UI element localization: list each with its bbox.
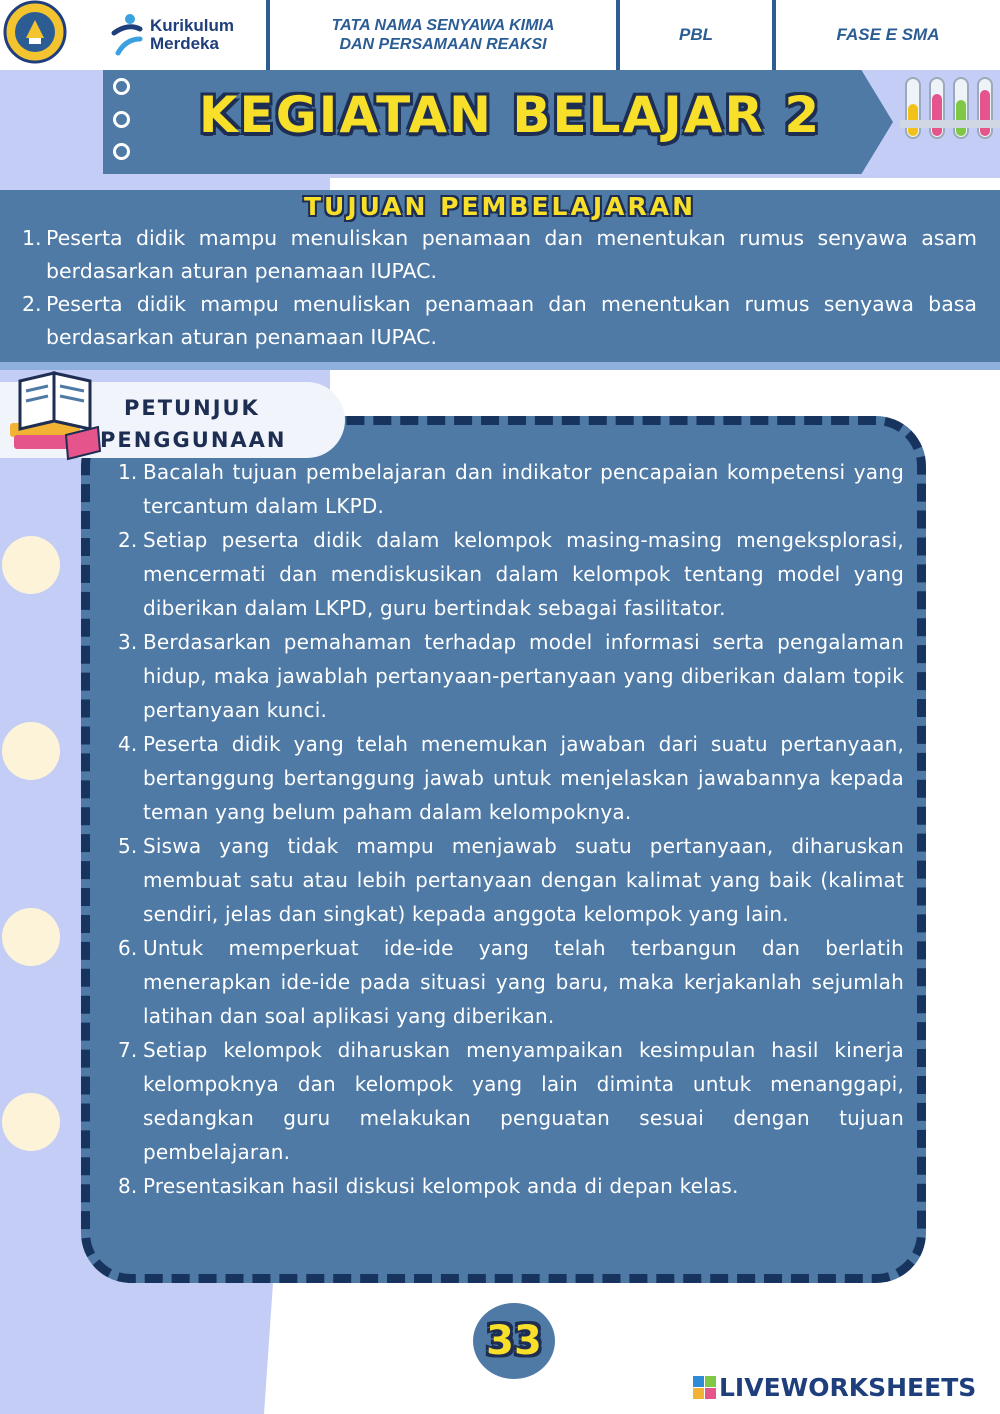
item-number: 6. [118,936,138,960]
list-item [22,222,977,288]
list-item [118,625,904,727]
kurikulum-merdeka-icon [110,13,144,57]
item-text: Untuk memperkuat ide-ide yang telah terbangun dan berlatih menerapkan ide-ide pada situasi yang baru, maka kerjakanlah sejumlah latihan dan soal aplikasi yang diberikan. [143,936,904,1028]
item-number: 7. [118,1038,138,1062]
binder-ring [113,143,130,160]
page-header [0,0,1000,70]
item-text: Siswa yang tidak mampu menjawab suatu pertanyaan, diharuskan membuat satu atau lebih pertanyaan dengan kalimat yang baik (kalimat sendiri, jelas dan singkat) kepada anggota kelompok yang lain. [143,834,904,926]
punch-hole [2,908,60,966]
punch-hole [2,1093,60,1151]
item-text: Peserta didik mampu menuliskan penamaan dan menentukan rumus senyawa basa berdasarkan aturan penamaan IUPAC. [46,292,977,349]
activity-title: KEGIATAN BELAJAR 2 [198,86,822,144]
instructions-title-line2: PENGGUNAAN [100,428,287,452]
liveworksheets-icon [693,1376,716,1399]
objectives-title: TUJUAN PEMBELAJARAN [303,192,697,221]
item-number: 1. [22,226,42,250]
item-number: 8. [118,1174,138,1198]
list-item [118,1169,904,1203]
phase-label: FASE E SMA [836,25,940,44]
item-number: 1. [118,460,138,484]
list-item [118,727,904,829]
item-text: Setiap peserta didik dalam kelompok masing-masing mengeksplorasi, mencermati dan mendiskusikan dalam kelompok tentang model yang diberikan dalam LKPD, guru bertindak sebagai fasilitator. [143,528,904,620]
kurikulum-label: Kurikulum [149,16,235,35]
item-number: 2. [118,528,138,552]
item-text: Berdasarkan pemahaman terhadap model informasi serta pengalaman hidup, maka jawablah pertanyaan-pertanyaan yang diberikan dalam topik pertanyaan kunci. [143,630,904,722]
punch-hole [2,536,60,594]
item-text: Bacalah tujuan pembelajaran dan indikator pencapaian kompetensi yang tercantum dalam LKPD. [143,460,904,518]
item-number: 5. [118,834,138,858]
list-item [118,1033,904,1169]
list-item [118,829,904,931]
merdeka-label: Merdeka [149,34,219,53]
item-text: Peserta didik mampu menuliskan penamaan dan menentukan rumus senyawa asam berdasarkan aturan penamaan IUPAC. [46,226,977,283]
item-number: 4. [118,732,138,756]
test-tubes-icon [900,70,1000,150]
topic-title-line1: TATA NAMA SENYAWA KIMIA [331,17,555,34]
binder-ring [113,78,130,95]
page-number-badge [473,1303,555,1379]
page-number: 33 [486,1318,542,1364]
list-item [118,931,904,1033]
list-item [118,523,904,625]
list-item [118,455,904,523]
objectives-list [22,222,977,354]
item-text: Peserta didik yang telah menemukan jawaban dari suatu pertanyaan, bertanggung bertanggung jawab untuk menjelaskan jawabannya kepada teman yang belum paham dalam kelompoknya. [143,732,904,824]
unp-logo [0,0,70,64]
list-item [22,288,977,354]
liveworksheets-watermark [693,1373,976,1402]
punch-hole [2,722,60,780]
item-text: Presentasikan hasil diskusi kelompok anda di depan kelas. [143,1174,739,1198]
instructions-list [118,455,904,1203]
item-number: 2. [22,292,42,316]
topic-title [270,0,620,70]
kurikulum-merdeka-logo [70,0,270,70]
binder-ring [113,111,130,128]
watermark-text: LIVEWORKSHEETS [719,1373,977,1402]
books-icon [6,365,104,465]
topic-title-line2: DAN PERSAMAAN REAKSI [339,36,547,53]
item-text: Setiap kelompok diharuskan menyampaikan kesimpulan hasil kinerja kelompoknya dan kelompok yang lain diminta untuk menanggapi, sedangkan guru melakukan penguatan sesuai dengan tujuan pembelajaran. [143,1038,904,1164]
learning-model: PBL [620,0,776,70]
instructions-title [100,392,287,456]
item-number: 3. [118,630,138,654]
instructions-title-line1: PETUNJUK [124,396,260,420]
